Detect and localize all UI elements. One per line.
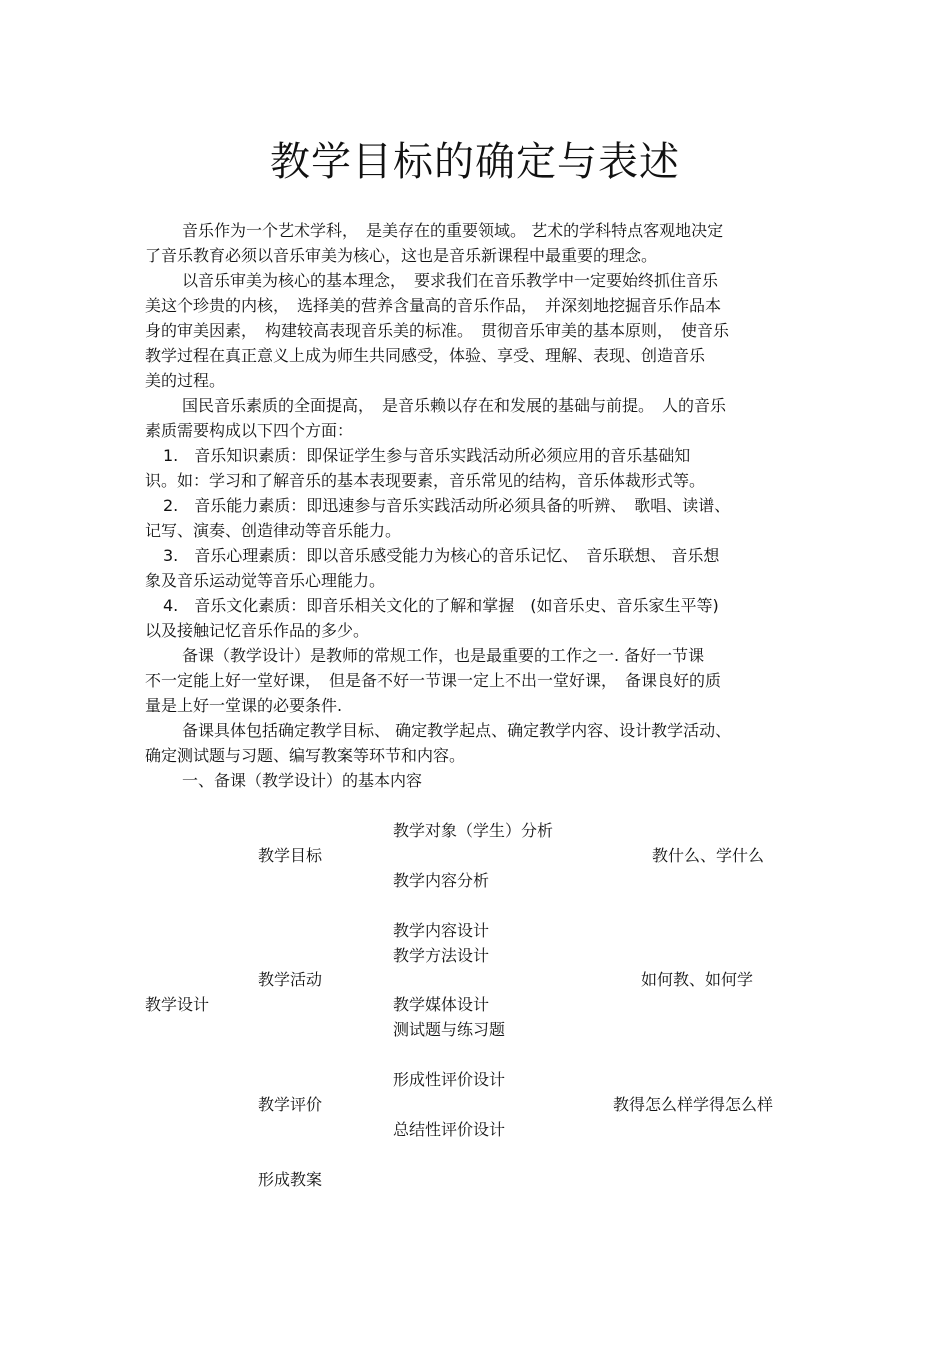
- list-item-line: 象及音乐运动觉等音乐心理能力。: [145, 571, 386, 590]
- body-line: 国民音乐素质的全面提高， 是音乐赖以存在和发展的基础与前提。 人的音乐: [182, 396, 727, 415]
- list-item-line: 识。如：学习和了解音乐的基本表现要素，音乐常见的结构，音乐体裁形式等。: [145, 471, 706, 490]
- outline-item: 教学方法设计: [393, 946, 490, 965]
- outline-category: 教学活动: [258, 970, 323, 989]
- outline-purpose: 教什么、学什么: [652, 846, 765, 865]
- body-line: 音乐作为一个艺术学科， 是美存在的重要领域。 艺术的学科特点客观地决定: [182, 221, 724, 240]
- document-title: 教学目标的确定与表述: [270, 139, 680, 185]
- body-line: 以音乐审美为核心的基本理念， 要求我们在音乐教学中一定要始终抓住音乐: [182, 271, 719, 290]
- body-line: 备课（教学设计）是教师的常规工作，也是最重要的工作之一. 备好一节课: [182, 646, 705, 665]
- outline-purpose: 如何教、如何学: [641, 970, 754, 989]
- outline-item: 形成性评价设计: [393, 1070, 506, 1089]
- list-item-line: 4. 音乐文化素质：即音乐相关文化的了解和掌握 (如音乐史、音乐家生平等): [163, 596, 719, 615]
- outline-root: 教学设计: [145, 995, 210, 1014]
- outline-item: 教学对象（学生）分析: [393, 821, 554, 840]
- outline-item: 教学媒体设计: [393, 995, 490, 1014]
- outline-category: 教学评价: [258, 1095, 323, 1114]
- list-item-line: 以及接触记忆音乐作品的多少。: [145, 621, 370, 640]
- outline-purpose: 教得怎么样学得怎么样: [613, 1095, 774, 1114]
- body-line: 了音乐教育必须以音乐审美为核心，这也是音乐新课程中最重要的理念。: [145, 246, 658, 265]
- body-line: 备课具体包括确定教学目标、 确定教学起点、确定教学内容、设计教学活动、: [182, 721, 732, 740]
- outline-item: 测试题与练习题: [393, 1020, 506, 1039]
- outline-item: 总结性评价设计: [393, 1120, 506, 1139]
- list-item-line: 1. 音乐知识素质：即保证学生参与音乐实践活动所必须应用的音乐基础知: [163, 446, 691, 465]
- body-line: 不一定能上好一堂好课， 但是备不好一节课一定上不出一堂好课， 备课良好的质: [145, 671, 722, 690]
- list-item-line: 2. 音乐能力素质：即迅速参与音乐实践活动所必须具备的听辨、 歌唱、读谱、: [163, 496, 731, 515]
- section-heading: 一、备课（教学设计）的基本内容: [182, 771, 423, 790]
- list-item-line: 记写、演奏、创造律动等音乐能力。: [145, 521, 402, 540]
- body-line: 美这个珍贵的内核， 选择美的营养含量高的音乐作品， 并深刻地挖掘音乐作品本: [145, 296, 722, 315]
- body-line: 量是上好一堂课的必要条件.: [145, 696, 343, 715]
- list-item-line: 3. 音乐心理素质：即以音乐感受能力为核心的音乐记忆、 音乐联想、 音乐想: [163, 546, 720, 565]
- body-line: 美的过程。: [145, 371, 226, 390]
- outline-category: 教学目标: [258, 846, 323, 865]
- body-line: 素质需要构成以下四个方面：: [145, 421, 354, 440]
- body-line: 教学过程在真正意义上成为师生共同感受，体验、享受、理解、表现、创造音乐: [145, 346, 706, 365]
- outline-item: 教学内容设计: [393, 921, 490, 940]
- body-line: 身的审美因素， 构建较高表现音乐美的标准。 贯彻音乐审美的基本原则， 使音乐: [145, 321, 730, 340]
- outline-category: 形成教案: [258, 1170, 323, 1189]
- body-line: 确定测试题与习题、编写教案等环节和内容。: [145, 746, 466, 765]
- outline-item: 教学内容分析: [393, 871, 490, 890]
